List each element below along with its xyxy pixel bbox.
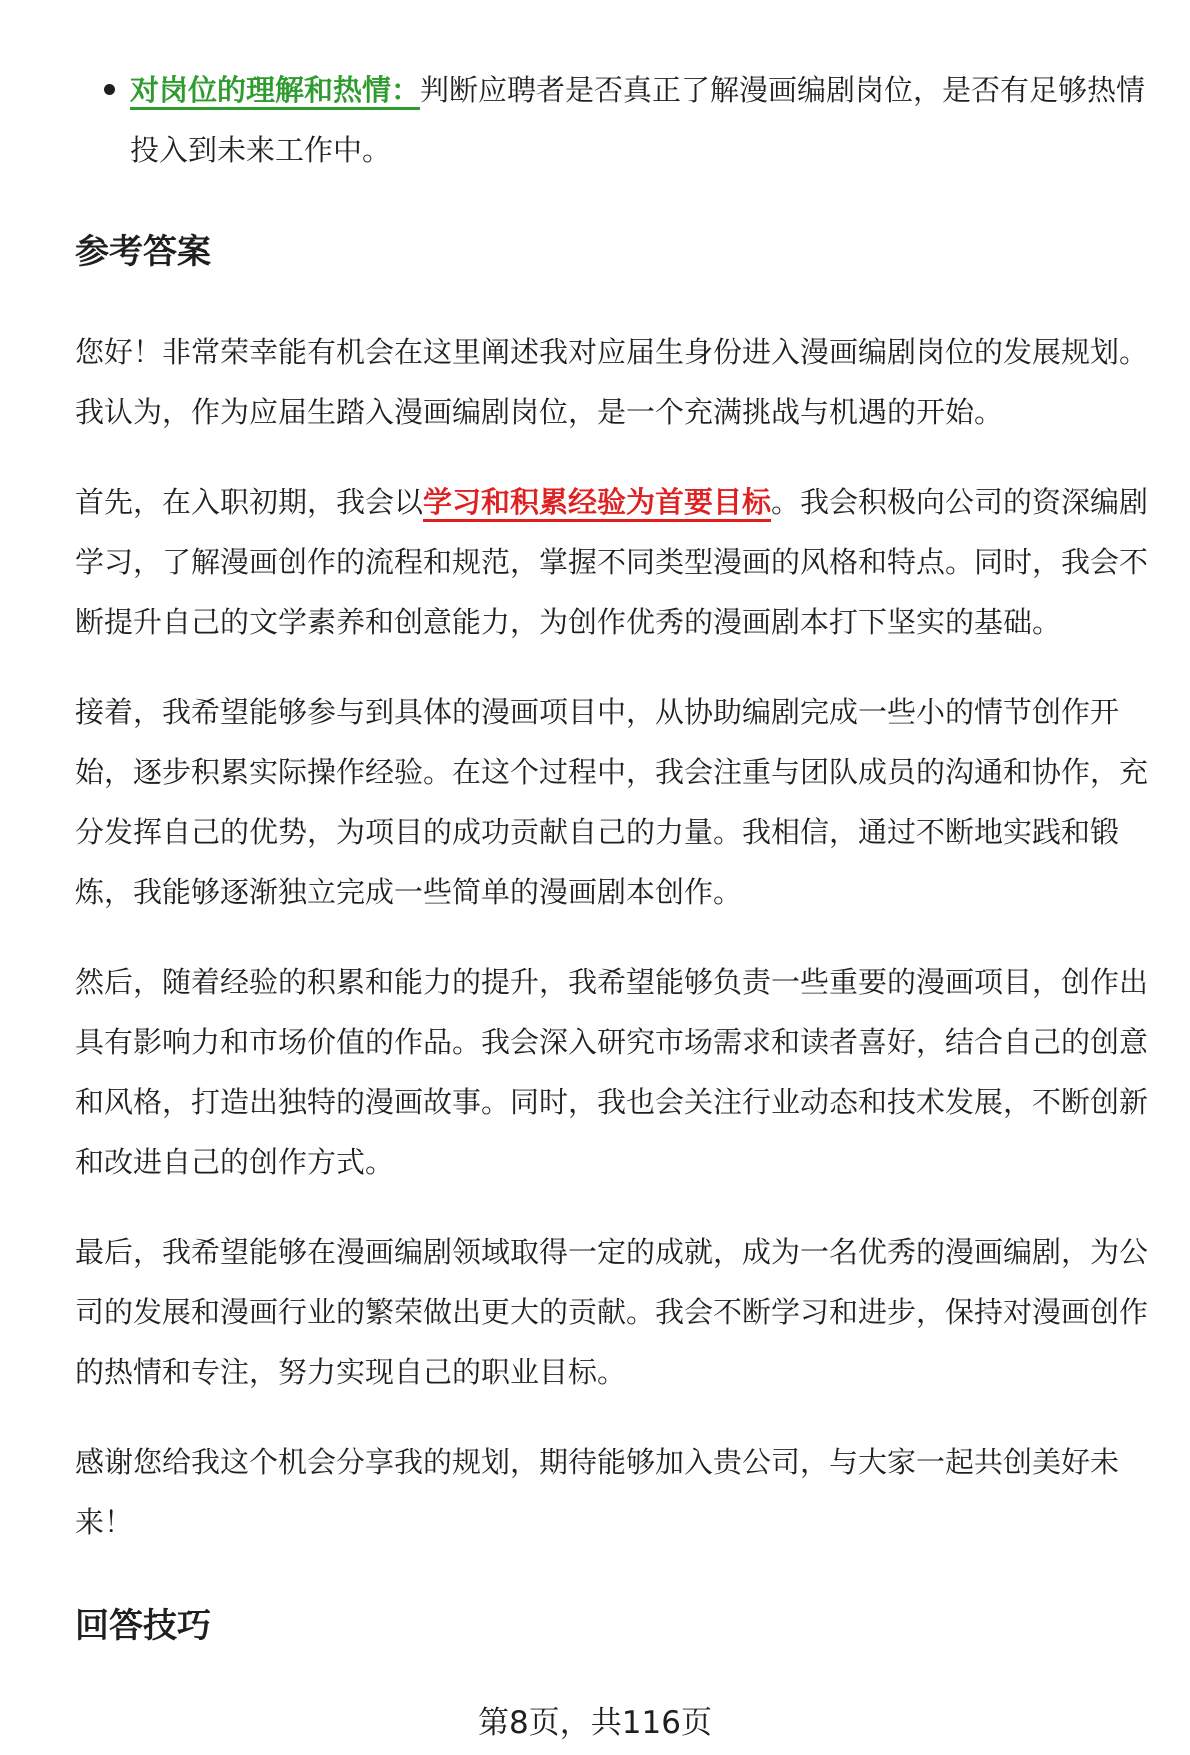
bullet-dot-icon [104, 84, 115, 95]
section-heading-tips: 回答技巧 [75, 1606, 211, 1646]
page-number: 第8页，共116页 [478, 1705, 712, 1741]
bullet-text: 判断应聘者是否真正了解漫画编剧岗位，是否有足够热情投入到未来工作中。 [130, 73, 1146, 167]
paragraph-text: 。我会积极向公司的资深编剧学习，了解漫画创作的流程和规范，掌握不同类型漫画的风格和特点。同时，我会不断提升自己的文学素养和创意能力，为创作优秀的漫画剧本打下坚实的基础。 [75, 485, 1149, 639]
paragraph-intro: 您好！非常荣幸能有机会在这里阐述我对应届生身份进入漫画编剧岗位的发展规划。我认为，作为应届生踏入漫画编剧岗位，是一个充满挑战与机遇的开始。 [75, 335, 1149, 429]
bullet-highlight: 对岗位的理解和热情： [130, 73, 420, 110]
paragraph-second-step: 接着，我希望能够参与到具体的漫画项目中，从协助编剧完成一些小的情节创作开始，逐步积累实际操作经验。在这个过程中，我会注重与团队成员的沟通和协作，充分发挥自己的优势，为项目的成功贡献自己的力量。我相信，通过不断地实践和锻炼，我能够逐渐独立完成一些简单的漫画剧本创作。 [75, 695, 1149, 909]
document-page [75, 60, 1160, 1648]
paragraph-first-step [75, 472, 1160, 652]
paragraph-closing: 感谢您给我这个机会分享我的规划，期待能够加入贵公司，与大家一起共创美好未来！ [75, 1445, 1120, 1539]
paragraph-third-step: 然后，随着经验的积累和能力的提升，我希望能够负责一些重要的漫画项目，创作出具有影响力和市场价值的作品。我会深入研究市场需求和读者喜好，结合自己的创意和风格，打造出独特的漫画故事。同时，我也会关注行业动态和技术发展，不断创新和改进自己的创作方式。 [75, 965, 1149, 1179]
paragraph-final-step: 最后，我希望能够在漫画编剧领域取得一定的成就，成为一名优秀的漫画编剧，为公司的发展和漫画行业的繁荣做出更大的贡献。我会不断学习和进步，保持对漫画创作的热情和专注，努力实现自己的职业目标。 [75, 1235, 1149, 1389]
paragraph-highlight: 学习和积累经验为首要目标 [423, 485, 771, 522]
section-heading-answer: 参考答案 [75, 232, 211, 272]
bullet-item [75, 60, 1160, 180]
paragraph-text: 首先，在入职初期，我会以 [75, 485, 424, 519]
